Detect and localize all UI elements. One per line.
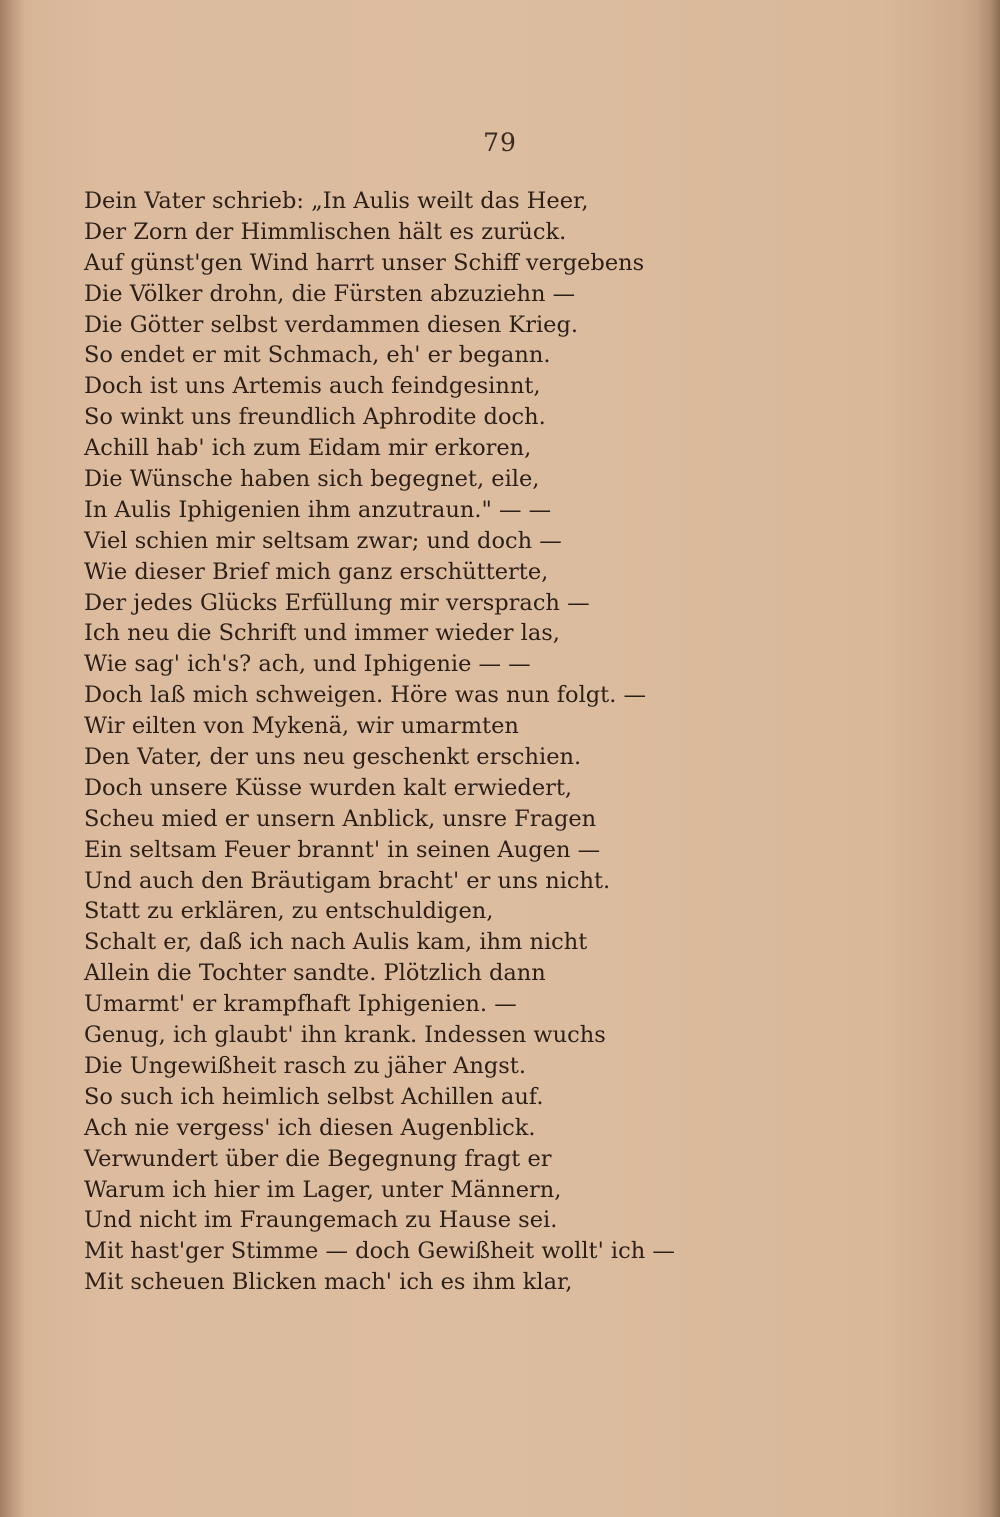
poem-line: Schalt er, daß ich nach Aulis kam, ihm nicht — [84, 929, 588, 956]
poem-line: Und nicht im Fraungemach zu Hause sei. — [84, 1207, 558, 1234]
poem-line: Und auch den Bräutigam bracht' er uns nicht. — [84, 867, 611, 894]
poem-line: Mit hast'ger Stimme — doch Gewißheit wollt' ich — — [84, 1238, 675, 1265]
poem-line: Die Götter selbst verdammen diesen Krieg. — [84, 311, 579, 338]
poem-line: In Aulis Iphigenien ihm anzutraun." — — — [84, 496, 552, 523]
poem-line: So such ich heimlich selbst Achillen auf. — [84, 1083, 544, 1110]
poem-line: Wir eilten von Mykenä, wir umarmten — [84, 713, 519, 740]
poem-line: Auf günst'gen Wind harrt unser Schiff vergebens — [84, 249, 645, 276]
poem-line: Doch ist uns Artemis auch feindgesinnt, — [84, 373, 541, 400]
poem-line: Allein die Tochter sandte. Plötzlich dann — [84, 960, 546, 987]
poem-line: So endet er mit Schmach, eh' er begann. — [84, 342, 551, 369]
poem-line: So winkt uns freundlich Aphrodite doch. — [84, 404, 546, 431]
poem-line: Scheu mied er unsern Anblick, unsre Fragen — [84, 805, 597, 832]
poem-line: Genug, ich glaubt' ihn krank. Indessen wuchs — [84, 1022, 606, 1049]
poem-line: Ich neu die Schrift und immer wieder las, — [84, 620, 560, 647]
poem-line: Umarmt' er krampfhaft Iphigenien. — — [84, 991, 517, 1018]
poem-text — [84, 186, 964, 1298]
poem-line: Statt zu erklären, zu entschuldigen, — [84, 898, 494, 925]
poem-line: Wie dieser Brief mich ganz erschütterte, — [84, 558, 549, 585]
poem-line: Ein seltsam Feuer brannt' in seinen Augen — — [84, 836, 601, 863]
poem-line: Dein Vater schrieb: „In Aulis weilt das Heer, — [84, 188, 589, 214]
poem-line: Der jedes Glücks Erfüllung mir versprach — — [84, 589, 590, 616]
poem-line: Achill hab' ich zum Eidam mir erkoren, — [84, 435, 532, 462]
poem-line: Die Ungewißheit rasch zu jäher Angst. — [84, 1052, 527, 1079]
page-gutter — [0, 0, 24, 1517]
poem-line: Die Völker drohn, die Fürsten abzuziehn — — [84, 280, 576, 307]
poem-line: Warum ich hier im Lager, unter Männern, — [84, 1176, 562, 1203]
poem-line: Ach nie vergess' ich diesen Augenblick. — [84, 1114, 536, 1141]
poem-line: Den Vater, der uns neu geschenkt erschien. — [84, 744, 582, 771]
poem-line: Viel schien mir seltsam zwar; und doch — — [84, 527, 562, 554]
poem-line: Mit scheuen Blicken mach' ich es ihm klar, — [84, 1269, 573, 1296]
poem-line: Der Zorn der Himmlischen hält es zurück. — [84, 218, 567, 245]
poem-line: Verwundert über die Begegnung fragt er — [84, 1145, 552, 1172]
poem-line: Wie sag' ich's? ach, und Iphigenie — — — [84, 651, 531, 678]
page-number: 79 — [483, 128, 517, 157]
poem-line: Die Wünsche haben sich begegnet, eile, — [84, 466, 540, 493]
poem-line: Doch unsere Küsse wurden kalt erwiedert, — [84, 774, 573, 801]
poem-line: Doch laß mich schweigen. Höre was nun folgt. — — [84, 682, 647, 709]
page-edge — [978, 0, 1000, 1517]
